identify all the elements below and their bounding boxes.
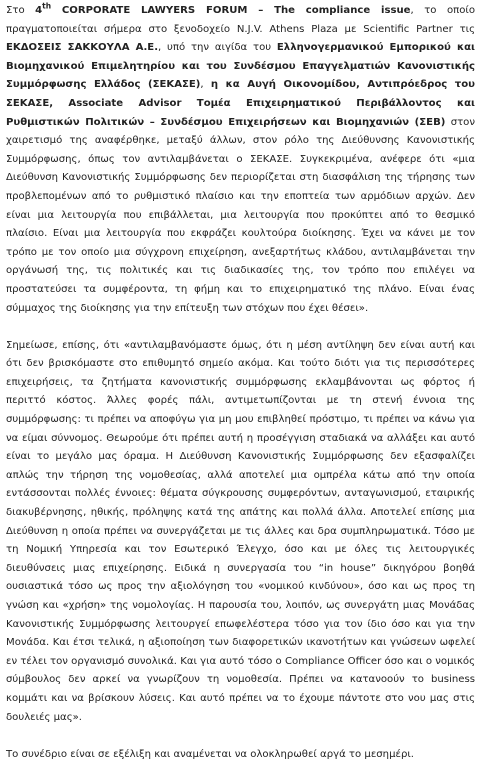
event-name: CORPORATE LAWYERS FORUM – The compliance issue: [51, 5, 411, 16]
text-segment: ,: [200, 79, 211, 91]
ordinal-suffix: th: [42, 1, 52, 11]
edition-number: 4th: [35, 1, 52, 16]
paragraph-body: Σημείωσε, επίσης, ότι «αντιλαμβανόμαστε όμως, ότι η μέση αντίληψη δεν είναι αυτή και ότι δεν βρισκόμαστε στο επιθυμητό σημείο ακόμα. Και τούτο διότι για τις περισσότερες επιχειρήσεις, τα ζητήματα κανονιστικής συμμόρφωσης εκλαμβάνονται ως φόρτος ή περιττό κόστος. Άλλες φορές πάλι, αντιμετωπίζονται με τη στενή έννοια της συμμόρφωσης: τι πρέπει να αποφύγω για μη μου επιβληθεί πρόστιμο, τι πρέπει να κάνω για να είμαι σύννομος. Θεωρούμε ότι πρέπει αυτή η προσέγγιση σταδιακά να αλλάξει και αυτό είναι το μεγάλο μας όραμα. Η Διεύθυνση Κανονιστικής Συμμόρφωσης δεν εξασφαλίζει απλώς την τήρηση της νομοθεσίας, αλλά αποτελεί μια ομπρέλα κάτω από την οποία εντάσσονται πολλές έννοιες: θέματα σύγκρουσης συμφερόντων, ανταγωνισμού, εταιρικής διακυβέρνησης, ηθικής, πρόληψης κατά της απάτης και πολλά άλλα. Αποτελεί επίσης μια Διεύθυνση η οποία πρέπει να συνεργάζεται με τις άλλες και δρα συμπληρωματικά. Τόσο με τη Νομική Υπηρεσία και τον Εσωτερικό Έλεγχο, όσο και με όλες τις λειτουργικές διευθύνσεις μιας επιχείρησης. Ειδικά η συνεργασία του “in house” δικηγόρου βοηθά ουσιαστικά τόσο ως προς την αξιολόγηση του «νομικού κινδύνου», όσο και ως προς τη γνώση και «χρήση» της νομολογίας. Η παρουσία του, λοιπόν, ως συνεργάτη μιας Μονάδας Κανονιστικής Συμμόρφωσης λειτουργεί επωφελέστερα τόσο για τον ίδιο όσο και για την Μονάδα. Και έτσι τελικά, η αξιοποίηση των διαφορετικών ικανοτήτων και γνώσεων ωφελεί εν τέλει τον οργανισμό συνολικά. Και για αυτό τόσο ο Compliance Officer όσο και ο νομικός σύμβουλος δεν αρκεί να γνωρίζουν τη νομοθεσία. Πρέπει να κατανοούν το business κομμάτι και να βρίσκουν λύσεις. Και αυτό πρέπει να το έχουμε πάντοτε στο νου μας στις δουλειές μας».: [6, 339, 475, 723]
paragraph-closing: Το συνέδριο είναι σε εξέλιξη και αναμένεται να ολοκληρωθεί αργά το μεσημέρι.: [6, 748, 414, 760]
text-segment: στον χαιρετισμό της αναφέρθηκε, μεταξύ άλλων, στον ρόλο της Διεύθυνσης Κανονιστικής Συμμόρφωσης, όπως τον αντιλαμβάνεται ο ΣΕΚΑΣΕ. Συγκεκριμένα, ανέφερε ότι «μια Διεύθυνση Κανονιστικής Συμμόρφωσης δεν περιορίζεται στη διασφάλιση της τήρησης των προβλεπομένων από το ρυθμιστικό πλαίσιο και την εποπτεία των αρμόδιων αρχών. Δεν είναι μια λειτουργία που επιβάλλεται, μια λειτουργία που προκύπτει από το θεσμικό πλαίσιο. Είναι μια λειτουργία που εκφράζει κουλτούρα διοίκησης. Έχει να κάνει με τον τρόπο με τον οποίο μια σύγχρονη επιχείρηση, ανεξαρτήτως κλάδου, αντιλαμβάνεται την οργάνωσή της, τις πολιτικές και τις διαδικασίες της, τον τρόπο που επιλέγει να προστατεύσει τα συμφέροντα, τη φήμη και το επιχειρηματικό της πλάνο. Είναι ένας σύμμαχος της διοίκησης για την επίτευξη των στόχων που έχει θέσει».: [6, 116, 475, 314]
text-segment: , το οποίο πραγματοποιείται σήμερα στο ξενοδοχείο N.J.V. Athens Plaza με Scientific Partner τις: [6, 5, 475, 35]
paragraph-intro: [6, 2, 475, 318]
text-segment: Στο: [6, 5, 36, 16]
speaker-name: η κα Αυγή Οικονομίδου, Αντιπρόεδρος του ΣΕΚΑΣΕ, Associate Advisor Τομέα Επιχειρηματικού Περιβάλλοντος και Ρυθμιστικών Πολιτικών – Συνδέσμου Επιχειρήσεων και Βιομηχανιών (ΣΕΒ): [6, 79, 475, 128]
text-segment: , υπό την αιγίδα του: [158, 42, 277, 54]
scientific-partner: ΕΚΔΟΣΕΙΣ ΣΑΚΚΟΥΛΑ Α.Ε.: [6, 42, 159, 54]
auspices-organizations: Ελληνογερμανικού Εμπορικού και Βιομηχανικού Επιμελητηρίου και του Συνδέσμου Επαγγελματιών Κανονιστικής Συμμόρφωσης Ελλάδος (ΣΕΚΑΣΕ): [6, 42, 475, 91]
